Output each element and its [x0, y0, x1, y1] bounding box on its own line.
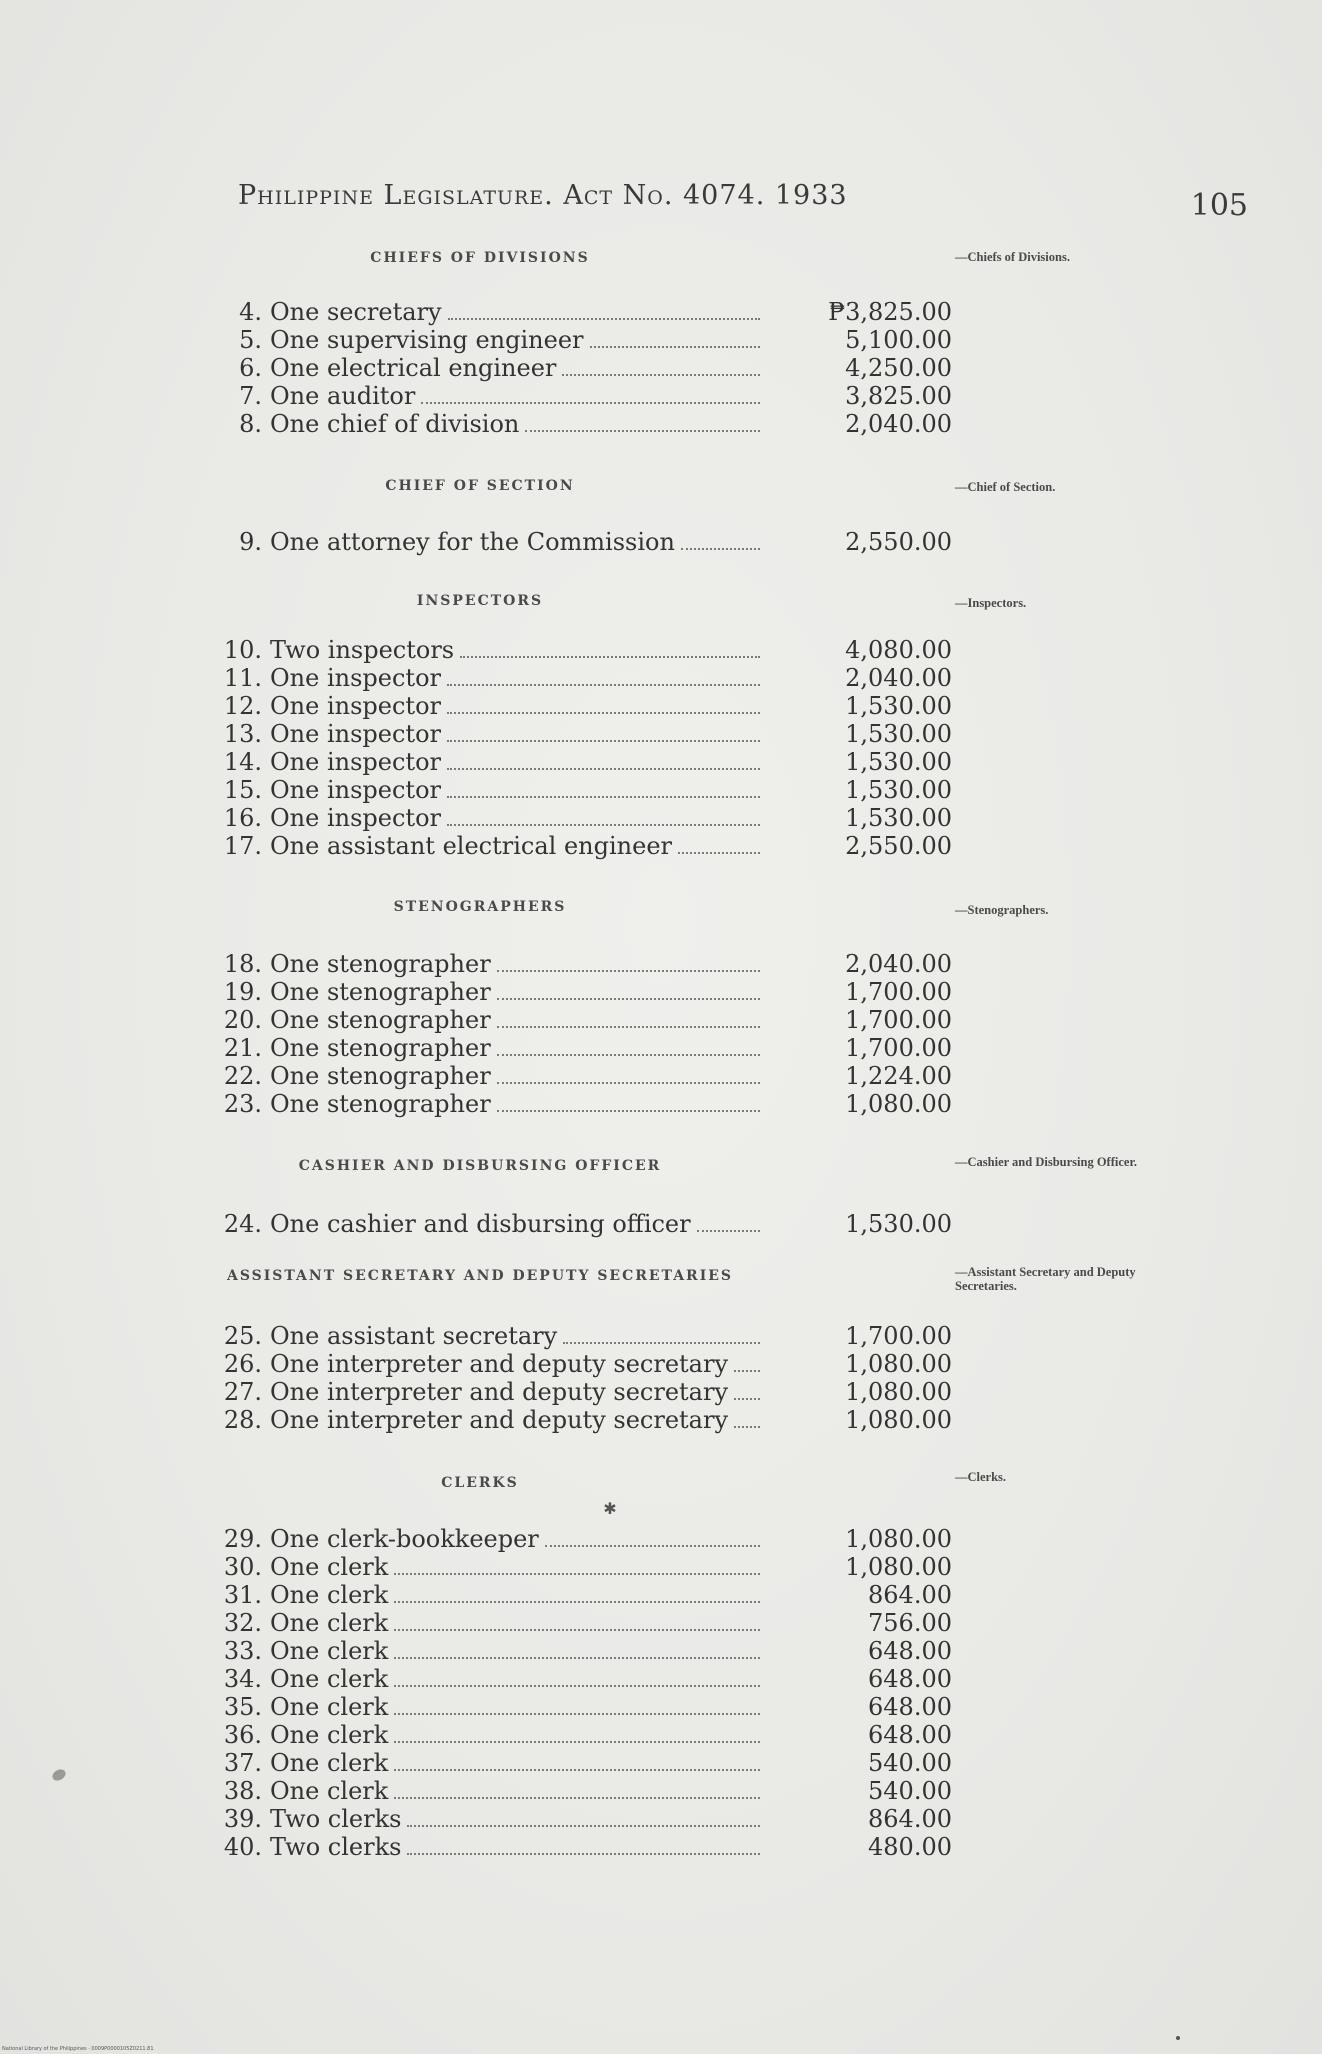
salary-amount: 2,550.00: [845, 832, 952, 860]
schedule-row: [0, 748, 1322, 776]
item-description: [270, 1090, 760, 1118]
salary-amount: 2,040.00: [845, 950, 952, 978]
schedule-row: [0, 1637, 1322, 1665]
dot-leader: [447, 712, 760, 714]
schedule-row: [0, 636, 1322, 664]
dot-leader: [734, 1426, 760, 1428]
dot-leader: [497, 1054, 760, 1056]
item-description: [270, 720, 760, 748]
item-number: 22.: [223, 1062, 262, 1090]
salary-amount: 1,080.00: [845, 1525, 952, 1553]
item-number: 16.: [223, 804, 262, 832]
salary-amount: ₱3,825.00: [828, 298, 952, 326]
dot-leader: [562, 374, 760, 376]
dot-leader: [734, 1370, 760, 1372]
item-description-text: One inspector: [270, 720, 441, 748]
salary-amount: 648.00: [868, 1665, 952, 1693]
salary-amount: 648.00: [868, 1721, 952, 1749]
dot-leader: [497, 1026, 760, 1028]
salary-amount: 756.00: [868, 1609, 952, 1637]
salary-amount: 1,700.00: [845, 1322, 952, 1350]
salary-amount: 1,080.00: [845, 1090, 952, 1118]
item-description-text: One inspector: [270, 692, 441, 720]
schedule-row: [0, 1322, 1322, 1350]
item-description: [270, 1322, 760, 1350]
salary-amount: 480.00: [868, 1833, 952, 1861]
schedule-row: [0, 382, 1322, 410]
item-description: [270, 1062, 760, 1090]
item-number: 34.: [223, 1665, 262, 1693]
item-number: 20.: [223, 1006, 262, 1034]
item-number: 39.: [223, 1805, 262, 1833]
dot-leader: [678, 852, 760, 854]
salary-amount: 648.00: [868, 1637, 952, 1665]
schedule-row: [0, 1721, 1322, 1749]
dot-leader: [590, 346, 760, 348]
salary-amount: 2,040.00: [845, 410, 952, 438]
dot-leader: [497, 1110, 760, 1112]
item-description-text: One chief of division: [270, 410, 520, 438]
schedule-row: [0, 1749, 1322, 1777]
marginal-note: —Cashier and Disbursing Officer.: [955, 1155, 1137, 1169]
dot-leader: [394, 1797, 760, 1799]
item-number: 40.: [223, 1833, 262, 1861]
item-description-text: One clerk: [270, 1553, 389, 1581]
salary-amount: 1,700.00: [845, 978, 952, 1006]
schedule-row: [0, 1777, 1322, 1805]
item-number: 19.: [223, 978, 262, 1006]
item-description-text: One interpreter and deputy secretary: [270, 1406, 729, 1434]
dot-leader: [447, 684, 760, 686]
marginal-note: —Chiefs of Divisions.: [955, 250, 1070, 264]
item-description-text: One stenographer: [270, 1006, 491, 1034]
item-description: [270, 1609, 760, 1637]
item-description: [270, 1777, 760, 1805]
schedule-row: [0, 1553, 1322, 1581]
item-number: 26.: [223, 1350, 262, 1378]
item-description-text: One inspector: [270, 804, 441, 832]
item-number: 33.: [223, 1637, 262, 1665]
schedule-row: [0, 528, 1322, 556]
item-description: [270, 664, 760, 692]
item-number: 30.: [223, 1553, 262, 1581]
marginal-note: —Assistant Secretary and Deputy Secretaries.: [955, 1265, 1136, 1293]
schedule-row: [0, 664, 1322, 692]
printer-ornament: ✱: [603, 1499, 617, 1518]
item-description-text: Two inspectors: [270, 636, 455, 664]
item-description-text: One clerk: [270, 1749, 389, 1777]
item-description: [270, 1581, 760, 1609]
schedule-row: [0, 1006, 1322, 1034]
item-description-text: One attorney for the Commission: [270, 528, 675, 556]
item-description: [270, 354, 760, 382]
item-description: [270, 950, 760, 978]
schedule-row: [0, 1090, 1322, 1118]
section-heading: STENOGRAPHERS: [393, 899, 567, 915]
item-description: [270, 1210, 760, 1238]
schedule-row: [0, 1034, 1322, 1062]
salary-amount: 1,080.00: [845, 1350, 952, 1378]
schedule-row: [0, 298, 1322, 326]
dot-leader: [448, 318, 760, 320]
item-description: [270, 1378, 760, 1406]
item-number: 8.: [239, 410, 262, 438]
salary-amount: 1,080.00: [845, 1406, 952, 1434]
item-number: 18.: [223, 950, 262, 978]
item-description-text: One inspector: [270, 664, 441, 692]
item-description: [270, 1034, 760, 1062]
schedule-row: [0, 692, 1322, 720]
item-description-text: One clerk: [270, 1693, 389, 1721]
schedule-row: [0, 1406, 1322, 1434]
salary-amount: 1,530.00: [845, 1210, 952, 1238]
item-number: 17.: [223, 832, 262, 860]
dot-leader: [394, 1741, 760, 1743]
schedule-row: [0, 950, 1322, 978]
item-description-text: One clerk: [270, 1777, 389, 1805]
item-description: [270, 410, 760, 438]
dot-leader: [407, 1853, 760, 1855]
dot-leader: [394, 1573, 760, 1575]
schedule-row: [0, 1609, 1322, 1637]
item-number: 23.: [223, 1090, 262, 1118]
dot-leader: [681, 548, 760, 550]
dot-leader: [497, 1082, 760, 1084]
item-description-text: One interpreter and deputy secretary: [270, 1378, 729, 1406]
page-header: [238, 180, 1248, 230]
item-description: [270, 1553, 760, 1581]
item-description-text: One stenographer: [270, 1034, 491, 1062]
schedule-row: [0, 1805, 1322, 1833]
item-description: [270, 1637, 760, 1665]
schedule-row: [0, 1062, 1322, 1090]
salary-amount: 648.00: [868, 1693, 952, 1721]
running-title: Philippine Legislature. Act No. 4074. 1933: [238, 180, 848, 211]
item-number: 12.: [223, 692, 262, 720]
scan-footer: National Library of the Philippines · 0009P0000105Z0211.81: [2, 2046, 154, 2052]
salary-amount: 1,530.00: [845, 776, 952, 804]
item-number: 35.: [223, 1693, 262, 1721]
item-description-text: One auditor: [270, 382, 416, 410]
dot-leader: [545, 1545, 760, 1547]
salary-amount: 1,080.00: [845, 1378, 952, 1406]
salary-amount: 4,080.00: [845, 636, 952, 664]
item-description: [270, 804, 760, 832]
salary-amount: 1,530.00: [845, 720, 952, 748]
salary-amount: 1,530.00: [845, 804, 952, 832]
item-number: 31.: [223, 1581, 262, 1609]
dot-leader: [394, 1629, 760, 1631]
item-description-text: One electrical engineer: [270, 354, 557, 382]
item-description: [270, 776, 760, 804]
salary-amount: 2,040.00: [845, 664, 952, 692]
marginal-note: —Inspectors.: [955, 596, 1027, 610]
item-description: [270, 1693, 760, 1721]
dot-leader: [525, 430, 760, 432]
item-description: [270, 382, 760, 410]
item-description: [270, 1350, 760, 1378]
item-number: 11.: [223, 664, 262, 692]
schedule-row: [0, 1350, 1322, 1378]
item-description-text: Two clerks: [270, 1805, 402, 1833]
salary-amount: 1,530.00: [845, 692, 952, 720]
schedule-row: [0, 832, 1322, 860]
item-description-text: One inspector: [270, 776, 441, 804]
section-heading: CHIEFS OF DIVISIONS: [370, 250, 590, 266]
schedule-row: [0, 804, 1322, 832]
item-number: 32.: [223, 1609, 262, 1637]
section-heading: CHIEF OF SECTION: [385, 478, 575, 494]
item-description-text: One supervising engineer: [270, 326, 584, 354]
dot-leader: [497, 970, 760, 972]
schedule-row: [0, 1525, 1322, 1553]
item-description: [270, 748, 760, 776]
item-description-text: One stenographer: [270, 1090, 491, 1118]
dot-leader: [447, 796, 760, 798]
item-description: [270, 1525, 760, 1553]
dot-leader: [394, 1601, 760, 1603]
schedule-row: [0, 978, 1322, 1006]
salary-amount: 864.00: [868, 1581, 952, 1609]
item-description-text: One stenographer: [270, 950, 491, 978]
item-number: 38.: [223, 1777, 262, 1805]
item-number: 14.: [223, 748, 262, 776]
salary-amount: 1,080.00: [845, 1553, 952, 1581]
item-description: [270, 1406, 760, 1434]
item-number: 25.: [223, 1322, 262, 1350]
dot-leader: [447, 768, 760, 770]
schedule-row: [0, 1665, 1322, 1693]
dot-leader: [734, 1398, 760, 1400]
item-description-text: One inspector: [270, 748, 441, 776]
item-description-text: One clerk: [270, 1637, 389, 1665]
item-number: 27.: [223, 1378, 262, 1406]
section-heading: ASSISTANT SECRETARY AND DEPUTY SECRETARIES: [226, 1268, 734, 1284]
item-description: [270, 298, 760, 326]
item-description-text: One assistant secretary: [270, 1322, 558, 1350]
item-number: 36.: [223, 1721, 262, 1749]
marginal-note: —Clerks.: [955, 1470, 1007, 1484]
dot-leader: [460, 656, 760, 658]
salary-amount: 1,224.00: [845, 1062, 952, 1090]
section-heading: INSPECTORS: [416, 593, 544, 609]
dot-leader: [407, 1825, 760, 1827]
item-description-text: One clerk: [270, 1609, 389, 1637]
schedule-row: [0, 1833, 1322, 1861]
schedule-row: [0, 326, 1322, 354]
section-heading: CASHIER AND DISBURSING OFFICER: [298, 1158, 662, 1174]
item-number: 29.: [223, 1525, 262, 1553]
item-description: [270, 636, 760, 664]
item-description-text: One secretary: [270, 298, 442, 326]
item-number: 7.: [239, 382, 262, 410]
item-description-text: Two clerks: [270, 1833, 402, 1861]
item-description-text: One clerk: [270, 1721, 389, 1749]
salary-amount: 2,550.00: [845, 528, 952, 556]
dot-leader: [394, 1769, 760, 1771]
item-number: 15.: [223, 776, 262, 804]
schedule-row: [0, 1693, 1322, 1721]
item-number: 24.: [223, 1210, 262, 1238]
salary-amount: 3,825.00: [845, 382, 952, 410]
dot-leader: [497, 998, 760, 1000]
dot-leader: [394, 1657, 760, 1659]
schedule-row: [0, 410, 1322, 438]
item-description-text: One stenographer: [270, 1062, 491, 1090]
item-description: [270, 978, 760, 1006]
salary-amount: 864.00: [868, 1805, 952, 1833]
item-description-text: One clerk: [270, 1581, 389, 1609]
schedule-row: [0, 776, 1322, 804]
item-description: [270, 1721, 760, 1749]
item-description: [270, 832, 760, 860]
salary-amount: 1,700.00: [845, 1034, 952, 1062]
item-number: 10.: [223, 636, 262, 664]
dot-leader: [697, 1230, 760, 1232]
item-description: [270, 692, 760, 720]
item-description: [270, 1749, 760, 1777]
page-number: 105: [1190, 188, 1248, 223]
schedule-row: [0, 1210, 1322, 1238]
item-description-text: One interpreter and deputy secretary: [270, 1350, 729, 1378]
section-heading: CLERKS: [441, 1475, 519, 1491]
dot-leader: [394, 1685, 760, 1687]
schedule-row: [0, 354, 1322, 382]
item-description: [270, 1006, 760, 1034]
item-description-text: One clerk-bookkeeper: [270, 1525, 539, 1553]
item-number: 28.: [223, 1406, 262, 1434]
item-description: [270, 326, 760, 354]
salary-amount: 540.00: [868, 1749, 952, 1777]
item-description: [270, 1833, 760, 1861]
salary-amount: 5,100.00: [845, 326, 952, 354]
item-description: [270, 1665, 760, 1693]
item-description: [270, 528, 760, 556]
item-number: 21.: [223, 1034, 262, 1062]
item-number: 5.: [239, 326, 262, 354]
item-description-text: One assistant electrical engineer: [270, 832, 672, 860]
marginal-note: —Stenographers.: [955, 903, 1049, 917]
salary-amount: 540.00: [868, 1777, 952, 1805]
item-description-text: One cashier and disbursing officer: [270, 1210, 691, 1238]
item-number: 4.: [239, 298, 262, 326]
marginal-note: —Chief of Section.: [955, 480, 1056, 494]
salary-amount: 1,700.00: [845, 1006, 952, 1034]
item-number: 6.: [239, 354, 262, 382]
schedule-row: [0, 1378, 1322, 1406]
item-description-text: One clerk: [270, 1665, 389, 1693]
schedule-row: [0, 1581, 1322, 1609]
dot-leader: [421, 402, 760, 404]
dot-leader: [447, 740, 760, 742]
item-number: 37.: [223, 1749, 262, 1777]
ink-speck: [1176, 2036, 1180, 2040]
item-number: 9.: [239, 528, 262, 556]
item-description-text: One stenographer: [270, 978, 491, 1006]
schedule-row: [0, 720, 1322, 748]
dot-leader: [563, 1342, 760, 1344]
salary-amount: 4,250.00: [845, 354, 952, 382]
salary-amount: 1,530.00: [845, 748, 952, 776]
item-description: [270, 1805, 760, 1833]
dot-leader: [447, 824, 760, 826]
item-number: 13.: [223, 720, 262, 748]
dot-leader: [394, 1713, 760, 1715]
